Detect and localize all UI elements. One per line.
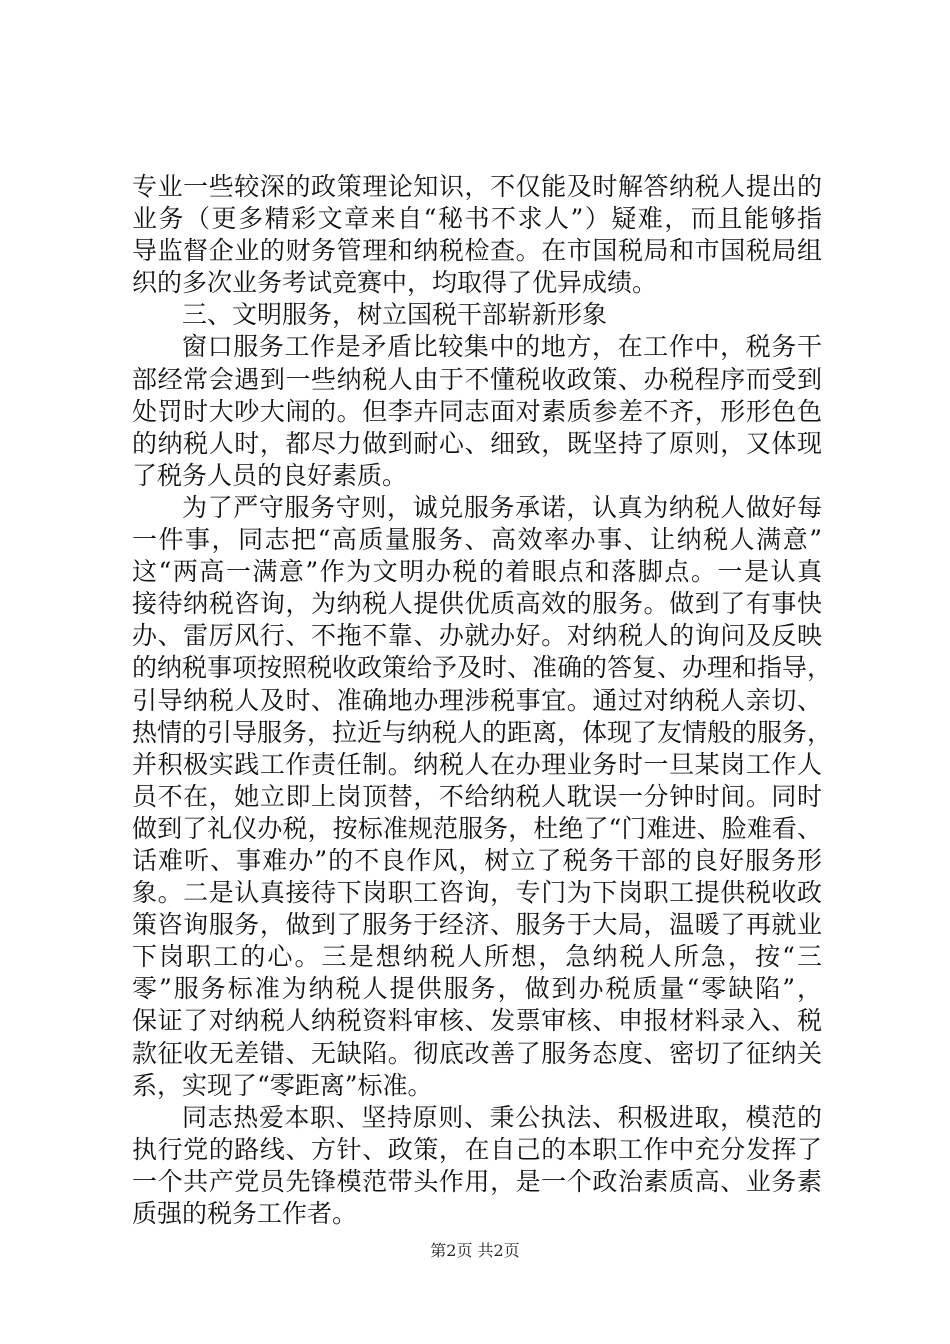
text-line: 为了严守服务守则，诚兑服务承诺，认真为纳税人做好每	[182, 492, 822, 522]
section-heading: 三、文明服务，树立国税干部崭新形象	[182, 300, 608, 330]
text-line: 办、雷厉风行、不拖不靠、办就办好。对纳税人的询问及反映	[132, 621, 822, 651]
text-line: 窗口服务工作是矛盾比较集中的地方，在工作中，税务干	[182, 332, 822, 362]
text-line: 的纳税事项按照税收政策给予及时、准确的答复、办理和指导，	[132, 653, 833, 683]
text-line: 款征收无差错、无缺陷。彻底改善了服务态度、密切了征纳关	[132, 1038, 822, 1068]
text-line: 系，实现了“零距离”标准。	[132, 1070, 433, 1100]
text-line: 一个共产党员先锋模范带头作用，是一个政治素质高、业务素	[132, 1166, 822, 1196]
text-line: 象。二是认真接待下岗职工咨询，专门为下岗职工提供税收政	[132, 878, 822, 908]
text-line: 话难听、事难办”的不良作风，树立了税务干部的良好服务形	[132, 845, 822, 875]
text-line: 保证了对纳税人纳税资料审核、发票审核、申报材料录入、税	[132, 1006, 822, 1036]
text-line: 导监督企业的财务管理和纳税检查。在市国税局和市国税局组	[132, 236, 822, 266]
text-line: 部经常会遇到一些纳税人由于不懂税收政策、办税程序而受到	[132, 364, 822, 394]
text-line: 执行党的路线、方针、政策，在自己的本职工作中充分发挥了	[132, 1134, 822, 1164]
text-line: 质强的税务工作者。	[132, 1199, 358, 1228]
text-line: 织的多次业务考试竞赛中，均取得了优异成绩。	[132, 268, 658, 298]
text-line: 了税务人员的良好素质。	[132, 460, 408, 490]
text-line: 同志热爱本职、坚持原则、秉公执法、积极进取，模范的	[182, 1102, 822, 1132]
page-footer: 第2页 共2页	[430, 1241, 520, 1260]
text-line: 处罚时大吵大闹的。但李卉同志面对素质参差不齐，形形色色	[132, 396, 822, 426]
document-body	[132, 171, 833, 1230]
text-line: 这“两高一满意”作为文明办税的着眼点和落脚点。一是认真	[132, 557, 822, 587]
text-line: 策咨询服务，做到了服务于经济、服务于大局，温暖了再就业	[132, 910, 822, 940]
text-line: 零”服务标准为纳税人提供服务，做到办税质量“零缺陷”，	[132, 974, 822, 1004]
text-line: 专业一些较深的政策理论知识，不仅能及时解答纳税人提出的	[132, 172, 822, 201]
text-line: 的纳税人时，都尽力做到耐心、细致，既坚持了原则，又体现	[132, 428, 822, 458]
text-line: 引导纳税人及时、准确地办理涉税事宜。通过对纳税人亲切、	[132, 685, 822, 715]
text-line: 员不在，她立即上岗顶替，不给纳税人耽误一分钟时间。同时	[132, 781, 822, 811]
text-line: 做到了礼仪办税，按标准规范服务，杜绝了“门难进、脸难看、	[132, 813, 822, 843]
text-line: 热情的引导服务，拉近与纳税人的距离，体现了友情般的服务，	[132, 717, 833, 747]
text-line: 并积极实践工作责任制。纳税人在办理业务时一旦某岗工作人	[132, 749, 822, 779]
text-line: 业务（更多精彩文章来自“秘书不求人”）疑难，而且能够指	[132, 204, 822, 234]
text-line: 接待纳税咨询，为纳税人提供优质高效的服务。做到了有事快	[132, 589, 822, 619]
text-line: 下岗职工的心。三是想纳税人所想，急纳税人所急，按“三	[132, 942, 822, 972]
text-line: 一件事，同志把“高质量服务、高效率办事、让纳税人满意”	[132, 525, 822, 555]
